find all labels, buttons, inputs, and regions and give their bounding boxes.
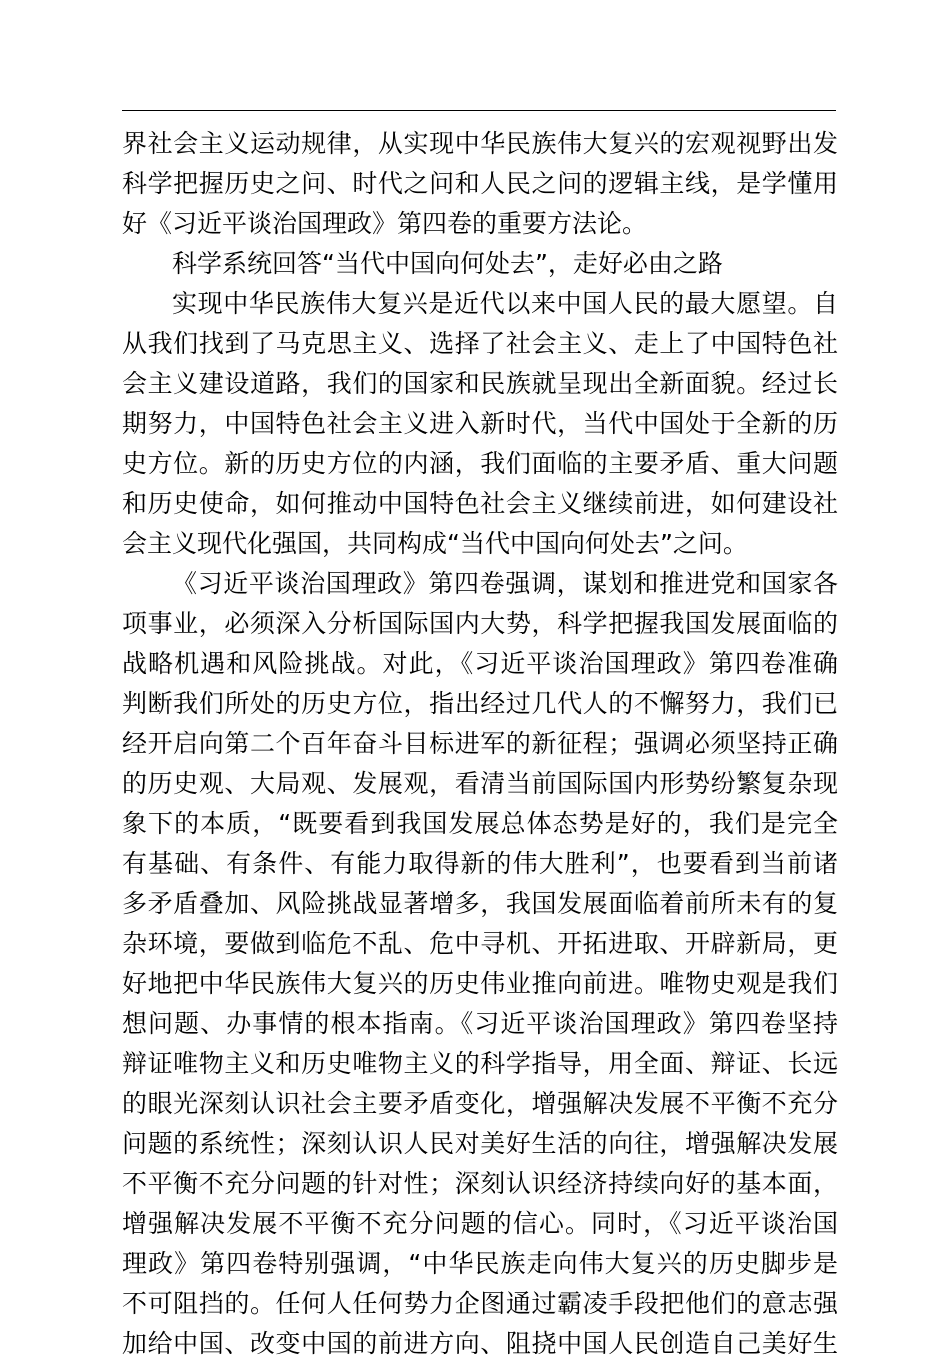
text-line: 加给中国、改变中国的前进方向、阻挠中国人民创造自己美好生	[122, 1329, 838, 1358]
text-line: 有基础、有条件、有能力取得新的伟大胜利”，也要看到当前诸	[122, 849, 838, 878]
text-line: 辩证唯物主义和历史唯物主义的科学指导，用全面、辩证、长远	[122, 1049, 838, 1078]
text-line: 《习近平谈治国理政》第四卷强调，谋划和推进党和国家各	[172, 569, 838, 598]
text-line: 的眼光深刻认识社会主要矛盾变化，增强解决发展不平衡不充分	[122, 1089, 838, 1118]
text-line: 实现中华民族伟大复兴是近代以来中国人民的最大愿望。自	[172, 289, 838, 318]
text-line: 象下的本质，“既要看到我国发展总体态势是好的，我们是完全	[122, 809, 838, 838]
text-line: 和历史使命，如何推动中国特色社会主义继续前进，如何建设社	[122, 489, 838, 518]
text-line: 多矛盾叠加、风险挑战显著增多，我国发展面临着前所未有的复	[122, 889, 838, 918]
text-line: 史方位。新的历史方位的内涵，我们面临的主要矛盾、重大问题	[122, 449, 838, 478]
text-line: 杂环境，要做到临危不乱、危中寻机、开拓进取、开辟新局，更	[122, 929, 838, 958]
body-text	[122, 124, 838, 1364]
text-line: 科学把握历史之问、时代之问和人民之问的逻辑主线，是学懂用	[122, 169, 838, 198]
text-line: 会主义现代化强国，共同构成“当代中国向何处去”之问。	[122, 529, 748, 558]
text-line: 想问题、办事情的根本指南。《习近平谈治国理政》第四卷坚持	[122, 1009, 838, 1038]
text-line: 界社会主义运动规律，从实现中华民族伟大复兴的宏观视野出发	[122, 129, 838, 158]
text-line: 经开启向第二个百年奋斗目标进军的新征程；强调必须坚持正确	[122, 729, 838, 758]
text-line: 战略机遇和风险挑战。对此，《习近平谈治国理政》第四卷准确	[122, 649, 838, 678]
section-heading: 科学系统回答“当代中国向何处去”，走好必由之路	[172, 249, 723, 278]
header-rule	[122, 110, 836, 111]
text-line: 项事业，必须深入分析国际国内大势，科学把握我国发展面临的	[122, 609, 838, 638]
text-line: 期努力，中国特色社会主义进入新时代，当代中国处于全新的历	[122, 409, 838, 438]
text-line: 好地把中华民族伟大复兴的历史伟业推向前进。唯物史观是我们	[122, 969, 838, 998]
text-line: 不可阻挡的。任何人任何势力企图通过霸凌手段把他们的意志强	[122, 1289, 838, 1318]
text-line: 的历史观、大局观、发展观，看清当前国际国内形势纷繁复杂现	[122, 769, 838, 798]
text-line: 好《习近平谈治国理政》第四卷的重要方法论。	[122, 209, 648, 238]
text-line: 判断我们所处的历史方位，指出经过几代人的不懈努力，我们已	[122, 689, 838, 718]
text-line: 理政》第四卷特别强调，“中华民族走向伟大复兴的历史脚步是	[122, 1249, 838, 1278]
text-line: 问题的系统性；深刻认识人民对美好生活的向往，增强解决发展	[122, 1129, 838, 1158]
text-line: 从我们找到了马克思主义、选择了社会主义、走上了中国特色社	[122, 329, 838, 358]
text-line: 增强解决发展不平衡不充分问题的信心。同时，《习近平谈治国	[122, 1209, 838, 1238]
text-line: 不平衡不充分问题的针对性；深刻认识经济持续向好的基本面，	[122, 1169, 838, 1198]
text-line: 会主义建设道路，我们的国家和民族就呈现出全新面貌。经过长	[122, 369, 838, 398]
